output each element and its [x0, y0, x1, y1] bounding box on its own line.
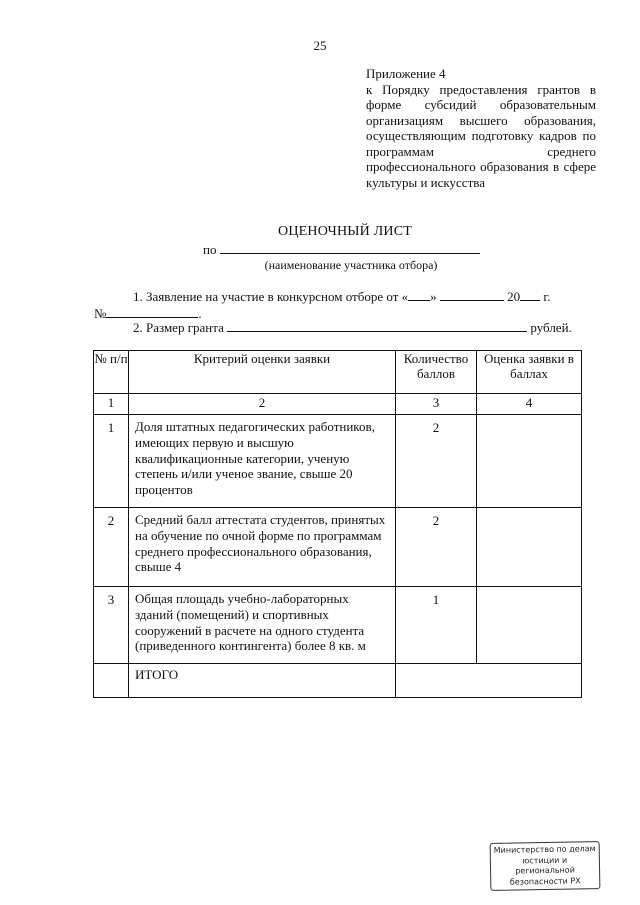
row-number: 2: [94, 508, 129, 587]
number-sign: №: [94, 306, 107, 321]
colnum-4: 4: [477, 394, 582, 415]
header-criterion: Критерий оценки заявки: [129, 351, 396, 394]
total-label: ИТОГО: [129, 664, 396, 698]
row-points: 2: [396, 508, 477, 587]
row-criterion: Общая площадь учебно-лабораторных зданий (помещений) и спортивных сооружений в расчете на одного студента (приведенного контингента) более 8 кв. м: [129, 587, 396, 664]
colnum-2: 2: [129, 394, 396, 415]
page-number: 25: [313, 38, 327, 53]
row-points: 1: [396, 587, 477, 664]
total-row: [94, 664, 582, 698]
application-number-field[interactable]: [106, 305, 198, 318]
grant-label: 2. Размер гранта: [133, 320, 224, 335]
colnum-3: 3: [396, 394, 477, 415]
month-field[interactable]: [440, 288, 504, 301]
table-row: [94, 415, 582, 508]
participant-line: [203, 241, 480, 258]
row-criterion: Доля штатных педагогических работников, имеющих первую и высшую квалификационные категории, ученую степень и/или ученое звание, свыше 20 процентов: [129, 415, 396, 508]
total-value-cell[interactable]: [396, 664, 582, 698]
ministry-stamp: [490, 841, 601, 891]
year-prefix: 20: [507, 289, 521, 304]
column-numbers-row: [94, 394, 582, 415]
stamp-line-2: юстиции и региональной: [515, 855, 575, 876]
row-score-cell[interactable]: [477, 415, 582, 508]
total-number-cell: [94, 664, 129, 698]
application-line: [133, 288, 551, 305]
appendix-block: [366, 66, 596, 190]
number-end: .: [198, 306, 202, 321]
day-field[interactable]: [408, 288, 430, 301]
row-score-cell[interactable]: [477, 508, 582, 587]
quote-close: »: [430, 289, 437, 304]
table-row: [94, 587, 582, 664]
row-points: 2: [396, 415, 477, 508]
grant-amount-line: [133, 319, 572, 336]
grant-currency: рублей.: [530, 320, 572, 335]
year-field[interactable]: [520, 288, 540, 301]
row-criterion: Средний балл аттестата студентов, принятых на обучение по очной форме по программам среднего профессионального образования, свыше 4: [129, 508, 396, 587]
year-suffix: г.: [543, 289, 551, 304]
participant-hint: (наименование участника отбора): [264, 258, 438, 272]
table-header-row: [94, 351, 582, 394]
colnum-1: 1: [94, 394, 129, 415]
form-title: ОЦЕНОЧНЫЙ ЛИСТ: [278, 224, 412, 239]
application-label: 1. Заявление на участие в конкурсном отборе от «: [133, 289, 409, 304]
table-row: [94, 508, 582, 587]
appendix-title: Приложение 4: [366, 66, 446, 81]
evaluation-table: [93, 350, 582, 698]
header-points: Количество баллов: [396, 351, 477, 394]
stamp-line-3: безопасности РХ: [509, 875, 581, 887]
appendix-body: к Порядку предоставления грантов в форме субсидий образовательным организациям высшего образования, осуществляющим подготовку кадров по программам среднего профессионального образования в сфере культуры и искусства: [366, 81, 596, 190]
stamp-line-1: Министерство по делам: [493, 844, 596, 855]
row-number: 3: [94, 587, 129, 664]
header-number: № п/п: [94, 351, 129, 394]
row-number: 1: [94, 415, 129, 508]
po-label: по: [203, 242, 217, 257]
grant-amount-field[interactable]: [227, 319, 527, 332]
row-score-cell[interactable]: [477, 587, 582, 664]
participant-name-field[interactable]: [220, 241, 480, 254]
header-score: Оценка заявки в баллах: [477, 351, 582, 394]
